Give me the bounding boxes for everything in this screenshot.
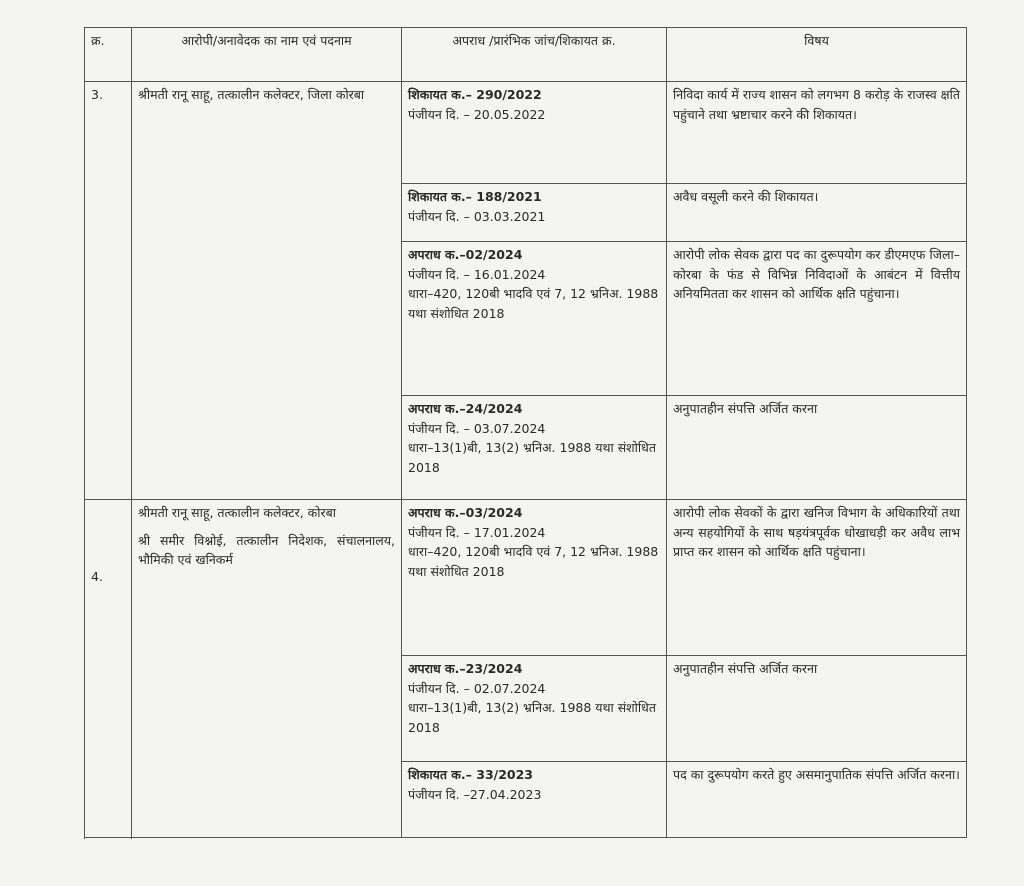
registration-date: पंजीयन दि. – 20.05.2022	[408, 106, 546, 122]
registration-date: पंजीयन दि. –27.04.2023	[408, 786, 542, 802]
serial-cell	[85, 82, 132, 500]
table-header-row	[85, 28, 967, 82]
case-cell	[402, 762, 667, 838]
case-number: शिकायत क.– 188/2021	[408, 189, 542, 204]
serial-number: 4.	[91, 569, 103, 584]
case-cell	[402, 500, 667, 656]
header-subject: विषय	[667, 28, 967, 82]
subject-cell: अनुपातहीन संपत्ति अर्जित करना	[667, 396, 967, 500]
legal-sections: धारा–420, 120बी भादवि एवं 7, 12 भ्रनिअ. 1988 यथा संशोधित 2018	[408, 544, 659, 579]
registration-date: पंजीयन दि. – 02.07.2024	[408, 680, 546, 696]
subject-cell: अवैध वसूली करने की शिकायत।	[667, 184, 967, 242]
case-number: अपराध क.–23/2024	[408, 661, 523, 676]
case-number: शिकायत क.– 290/2022	[408, 87, 542, 102]
subject-cell: आरोपी लोक सेवक द्वारा पद का दुरूपयोग कर डीएमएफ जिला–कोरबा के फंड से विभिन्न निविदाओं के आबंटन में वित्तीय अनियमितता कर शासन को आर्थिक क्षति पहुंचाना।	[667, 242, 967, 396]
legal-sections: धारा–13(1)बी, 13(2) भ्रनिअ. 1988 यथा संशोधित 2018	[408, 700, 656, 735]
legal-sections: धारा–13(1)बी, 13(2) भ्रनिअ. 1988 यथा संशोधित 2018	[408, 440, 656, 475]
case-table	[84, 27, 967, 838]
registration-date: पंजीयन दि. – 03.07.2024	[408, 420, 546, 436]
registration-date: पंजीयन दि. – 16.01.2024	[408, 266, 546, 282]
legal-sections: धारा–420, 120बी भादवि एवं 7, 12 भ्रनिअ. 1988 यथा संशोधित 2018	[408, 286, 659, 321]
header-name: आरोपी/अनावेदक का नाम एवं पदनाम	[132, 28, 402, 82]
subject-cell: अनुपातहीन संपत्ति अर्जित करना	[667, 656, 967, 762]
case-cell	[402, 184, 667, 242]
case-cell	[402, 82, 667, 184]
registration-date: पंजीयन दि. – 03.03.2021	[408, 208, 546, 224]
subject-cell: आरोपी लोक सेवकों के द्वारा खनिज विभाग के अधिकारियों तथा अन्य सहयोगियों के साथ षड़यंत्रपूर्वक धोखाधड़ी कर अवैध लाभ प्राप्त कर शासन को आर्थिक क्षति पहुंचाना।	[667, 500, 967, 656]
person-cell	[132, 500, 402, 838]
person-name: श्री समीर विश्नोई, तत्कालीन निदेशक, संचालनालय, भौमिकी एवं खनिकर्म	[138, 532, 395, 567]
case-number: अपराध क.–02/2024	[408, 247, 523, 262]
subject-cell: पद का दुरूपयोग करते हुए असमानुपातिक संपत्ति अर्जित करना।	[667, 762, 967, 838]
case-cell	[402, 242, 667, 396]
person-name: श्रीमती रानू साहू, तत्कालीन कलेक्टर, जिला कोरबा	[138, 87, 365, 102]
registration-date: पंजीयन दि. – 17.01.2024	[408, 524, 546, 540]
serial-cell	[85, 500, 132, 838]
person-name: श्रीमती रानू साहू, तत्कालीन कलेक्टर, कोरबा	[138, 505, 336, 520]
subject-cell: निविदा कार्य में राज्य शासन को लगभग 8 करोड़ के राजस्व क्षति पहुंचाने तथा भ्रष्टाचार करने की शिकायत।	[667, 82, 967, 184]
case-number: शिकायत क.– 33/2023	[408, 767, 534, 782]
serial-number: 3.	[91, 87, 103, 102]
table-row	[85, 82, 967, 184]
table-row	[85, 500, 967, 656]
case-number: अपराध क.–03/2024	[408, 505, 523, 520]
case-cell	[402, 656, 667, 762]
person-cell	[132, 82, 402, 500]
header-serial: क्र.	[85, 28, 132, 82]
case-number: अपराध क.–24/2024	[408, 401, 523, 416]
header-case: अपराध /प्रारंभिक जांच/शिकायत क्र.	[402, 28, 667, 82]
case-cell	[402, 396, 667, 500]
